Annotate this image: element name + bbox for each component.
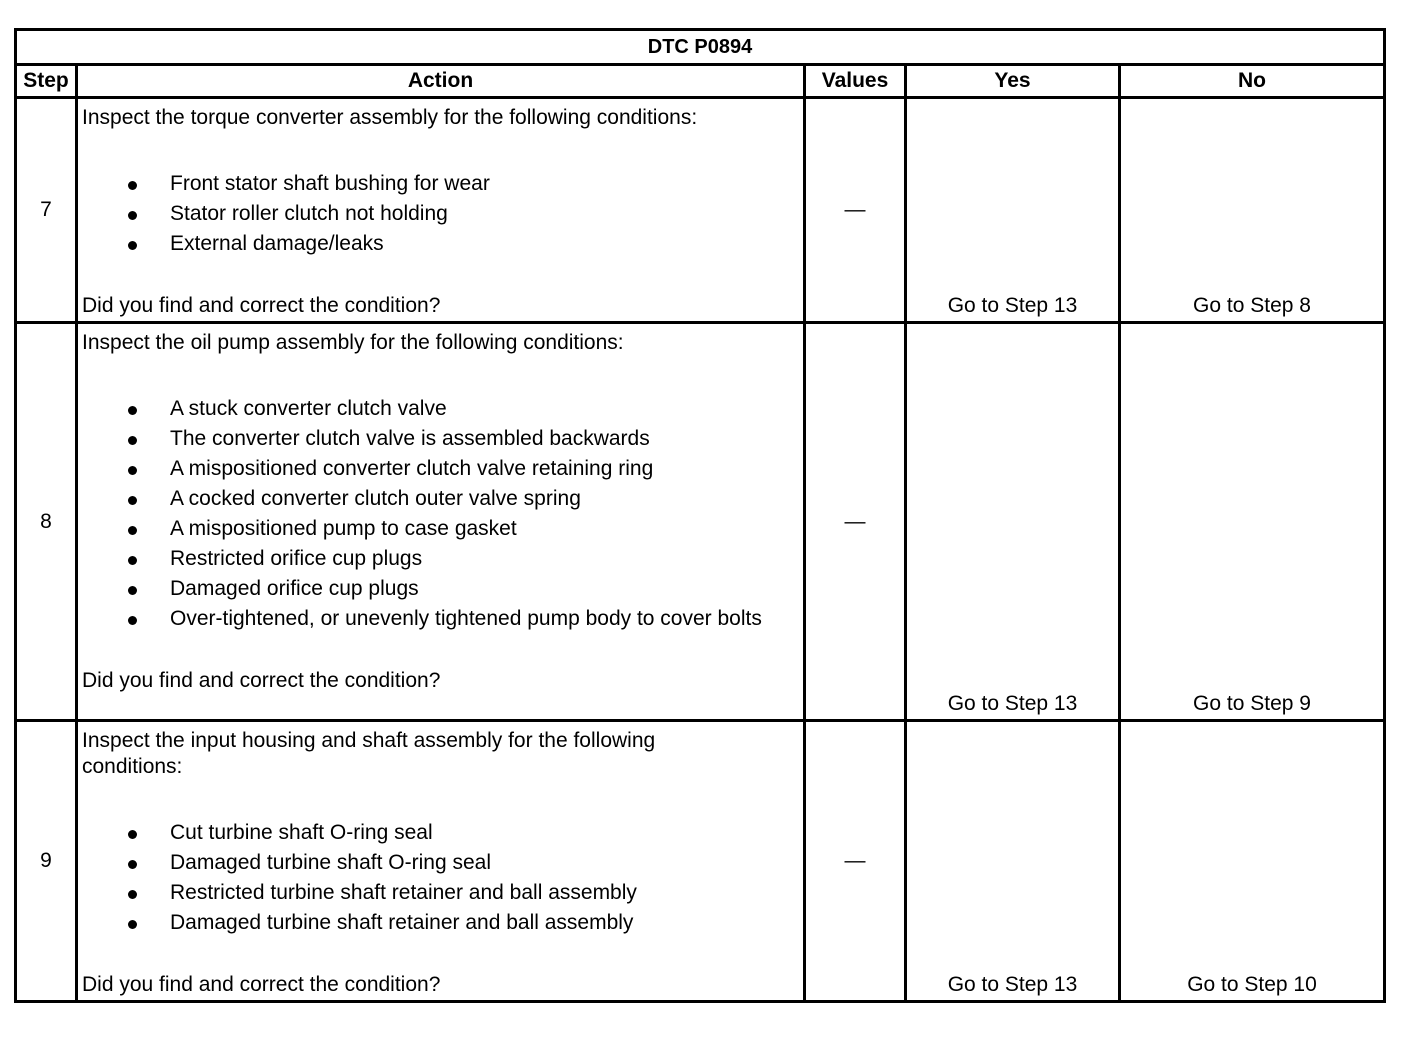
condition-text: Stator roller clutch not holding	[170, 202, 448, 225]
action-cell	[77, 98, 805, 323]
bullet-icon	[128, 406, 137, 415]
step-number: 9	[16, 721, 77, 1002]
header-row	[16, 65, 1385, 98]
bullet-icon	[128, 436, 137, 445]
header-values: Values	[805, 65, 906, 98]
table-row	[16, 323, 1385, 721]
list-item	[82, 171, 799, 197]
list-item	[82, 201, 799, 227]
action-intro: Inspect the torque converter assembly for the following conditions:	[82, 106, 698, 129]
condition-text: Damaged turbine shaft O-ring seal	[170, 851, 491, 874]
list-item	[82, 576, 799, 602]
condition-text: Cut turbine shaft O-ring seal	[170, 821, 433, 844]
yes-result: Go to Step 13	[906, 323, 1120, 721]
list-item	[82, 606, 799, 632]
bullet-icon	[128, 830, 137, 839]
list-item	[82, 850, 799, 876]
condition-text: Damaged turbine shaft retainer and ball assembly	[170, 911, 634, 934]
condition-text: The converter clutch valve is assembled backwards	[170, 427, 650, 450]
header-no: No	[1120, 65, 1385, 98]
condition-text: Front stator shaft bushing for wear	[170, 172, 490, 195]
values-cell: —	[805, 98, 906, 323]
condition-list	[82, 820, 799, 936]
condition-text: External damage/leaks	[170, 232, 384, 255]
bullet-icon	[128, 181, 137, 190]
header-action: Action	[77, 65, 805, 98]
bullet-icon	[128, 241, 137, 250]
header-step: Step	[16, 65, 77, 98]
condition-list	[82, 396, 799, 632]
bullet-icon	[128, 890, 137, 899]
bullet-icon	[128, 211, 137, 220]
list-item	[82, 456, 799, 482]
list-item	[82, 820, 799, 846]
condition-text: Over-tightened, or unevenly tightened pump body to cover bolts	[170, 607, 762, 630]
list-item	[82, 880, 799, 906]
list-item	[82, 486, 799, 512]
no-result: Go to Step 8	[1120, 98, 1385, 323]
condition-list	[82, 171, 799, 257]
condition-text: A mispositioned pump to case gasket	[170, 517, 517, 540]
action-intro: Inspect the oil pump assembly for the following conditions:	[82, 331, 624, 354]
bullet-icon	[128, 526, 137, 535]
list-item	[82, 426, 799, 452]
condition-text: Damaged orifice cup plugs	[170, 577, 419, 600]
no-result: Go to Step 10	[1120, 721, 1385, 1002]
action-intro: Inspect the input housing and shaft assembly for the following conditions:	[82, 729, 656, 778]
header-yes: Yes	[906, 65, 1120, 98]
action-cell	[77, 323, 805, 721]
bullet-icon	[128, 466, 137, 475]
step-number: 8	[16, 323, 77, 721]
condition-text: A cocked converter clutch outer valve spring	[170, 487, 581, 510]
action-question: Did you find and correct the condition?	[82, 669, 441, 692]
bullet-icon	[128, 860, 137, 869]
no-result: Go to Step 9	[1120, 323, 1385, 721]
action-question: Did you find and correct the condition?	[82, 973, 441, 996]
condition-text: A stuck converter clutch valve	[170, 397, 447, 420]
bullet-icon	[128, 556, 137, 565]
step-number: 7	[16, 98, 77, 323]
condition-text: Restricted turbine shaft retainer and ball assembly	[170, 881, 637, 904]
table-row	[16, 721, 1385, 1002]
table-title: DTC P0894	[16, 30, 1385, 65]
bullet-icon	[128, 616, 137, 625]
condition-text: Restricted orifice cup plugs	[170, 547, 423, 570]
yes-result: Go to Step 13	[906, 721, 1120, 1002]
table-row	[16, 98, 1385, 323]
bullet-icon	[128, 496, 137, 505]
dtc-table	[14, 28, 1386, 1003]
list-item	[82, 910, 799, 936]
bullet-icon	[128, 586, 137, 595]
action-question: Did you find and correct the condition?	[82, 294, 441, 317]
action-cell	[77, 721, 805, 1002]
list-item	[82, 546, 799, 572]
yes-result: Go to Step 13	[906, 98, 1120, 323]
values-cell: —	[805, 323, 906, 721]
condition-text: A mispositioned converter clutch valve retaining ring	[170, 457, 654, 480]
list-item	[82, 231, 799, 257]
list-item	[82, 516, 799, 542]
list-item	[82, 396, 799, 422]
values-cell: —	[805, 721, 906, 1002]
bullet-icon	[128, 920, 137, 929]
